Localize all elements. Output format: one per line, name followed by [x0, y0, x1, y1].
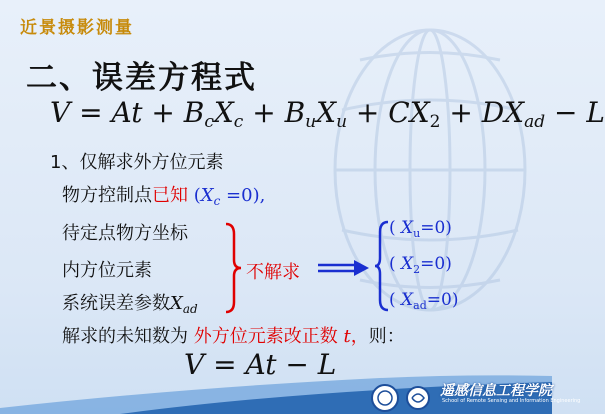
control-point-line: 物方控制点已知 $(X_c =0)$, [62, 185, 266, 208]
error-equation: $V = At + B_cX_c + B_uX_u + CX_2 + DX_{ad} - L$ [50, 96, 605, 132]
condition-xad: ( $X_{ad}=0$) [389, 290, 459, 312]
section-title: 二、误差方程式 [26, 60, 257, 96]
school-logo-text: 遥感信息工程学院 [440, 383, 552, 399]
case-heading: 1、仅解求外方位元素 [50, 152, 224, 173]
school-logo-subtitle: School of Remote Sensing and Information Engineering [442, 398, 581, 404]
red-brace-icon [224, 222, 242, 314]
not-solved-label: 不解求 [246, 262, 300, 283]
blue-brace-icon [374, 220, 390, 312]
condition-x2: ( $X_2=0$) [389, 254, 452, 276]
interior-orientation-line: 内方位元素 [62, 260, 152, 281]
unknown-point-line: 待定点物方坐标 [62, 223, 188, 244]
course-title: 近景摄影测量 [20, 18, 134, 38]
systematic-error-line: 系统误差参数$X_{ad}$ [62, 293, 198, 316]
reduced-equation: V = At − L [184, 348, 337, 381]
arrow-right-icon [316, 259, 370, 277]
condition-xu: ( $X_u=0$) [389, 218, 452, 240]
result-line: 解求的未知数为 外方位元素改正数 t，则： [62, 326, 405, 347]
